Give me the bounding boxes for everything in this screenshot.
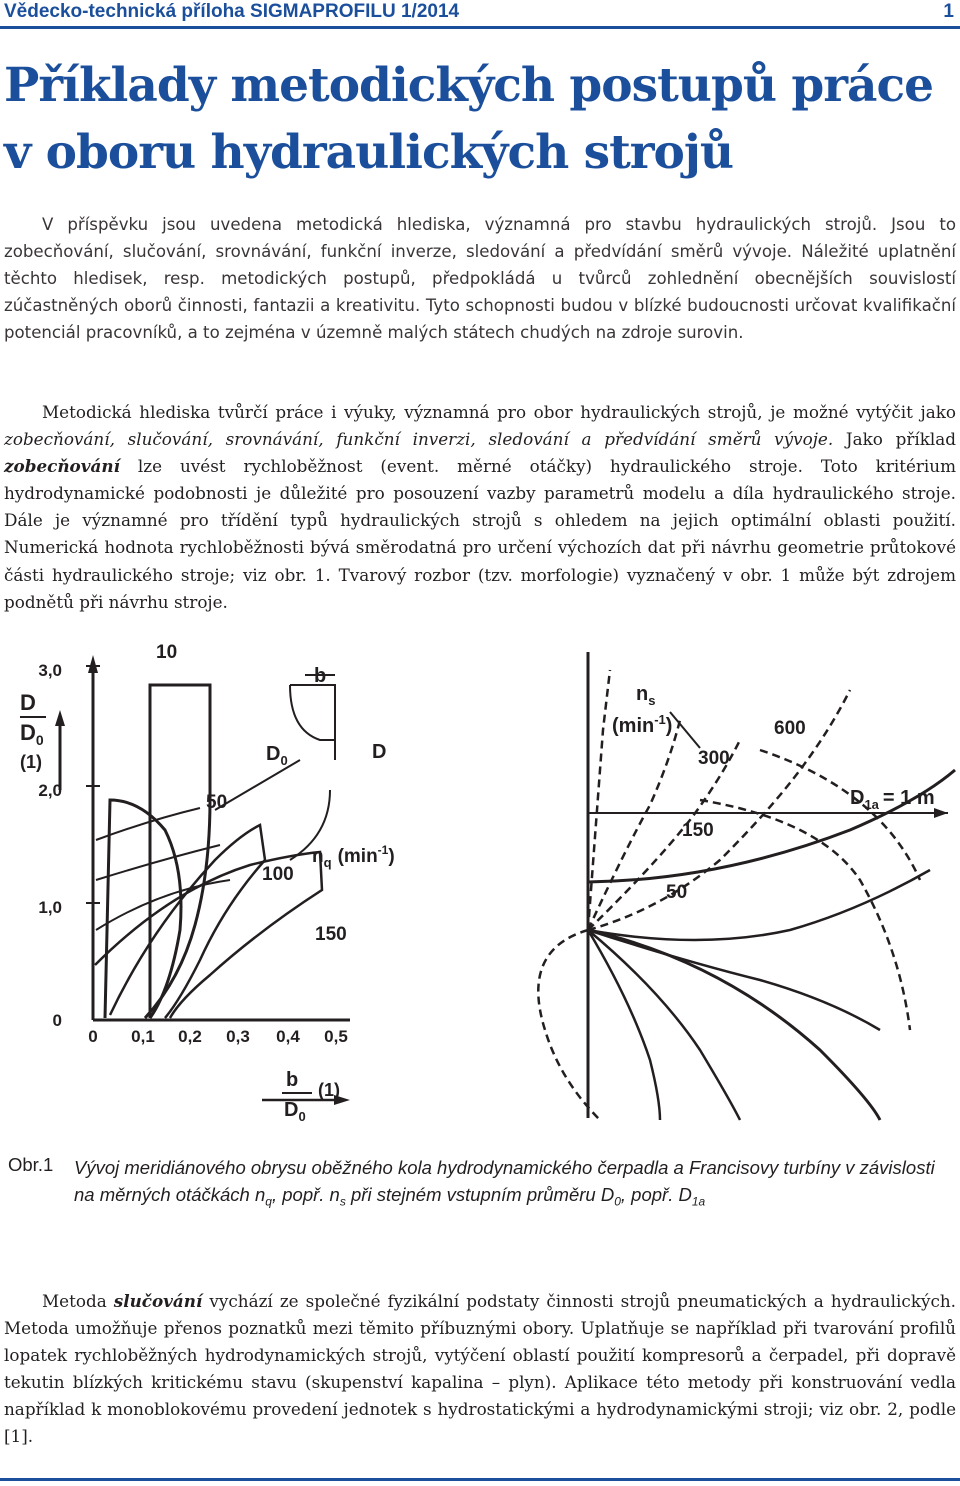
y-axis-label-denominator: $D_0$ (20, 720, 44, 748)
title-line-2: v oboru hydraulických strojů (4, 125, 734, 180)
caption-sub: q (265, 1194, 272, 1209)
curve-label-ns: 150 (682, 820, 714, 841)
ns-label: $n_s$ (636, 683, 656, 708)
arrow-right-icon (934, 808, 948, 818)
y-tick-label: 3,0 (38, 661, 62, 680)
nq-label: $n_q$ $(\min^{-1})$ (312, 843, 395, 870)
running-header (0, 0, 960, 26)
y-axis-unit: (1) (20, 752, 42, 772)
x-tick-label: 0,4 (276, 1027, 300, 1046)
curve-label-nq: 10 (156, 642, 178, 663)
d1a-label: $D_{1a} = 1$ m (850, 787, 935, 812)
hub-curve (538, 930, 600, 1120)
term-highlight: slučování (113, 1291, 203, 1311)
left-diagram (52, 655, 350, 1105)
ns-contour (760, 750, 920, 880)
caption-label: Obr.1 (8, 1154, 54, 1175)
x-tick-label: 0,2 (178, 1027, 202, 1046)
page-number: 1 (943, 1, 954, 22)
paragraph-text: Metodická hlediska tvůrčí práce i výuky, významná pro obor hydraulických strojů, je možné vytýčit jako (42, 402, 956, 422)
term-highlight: zobecňování (4, 456, 120, 477)
x-axis-label-denominator: $D_0$ (284, 1099, 306, 1124)
right-diagram (538, 652, 955, 1120)
inset-label-d: D (372, 741, 387, 763)
x-tick-label: 0,1 (131, 1027, 155, 1046)
article-title (4, 52, 933, 186)
y-tick-label: 2,0 (38, 781, 62, 800)
x-axis-unit: (1) (318, 1080, 340, 1100)
caption-text: , popř. D (620, 1184, 692, 1205)
hub-curve (588, 930, 660, 1120)
curve-label-nq: 100 (262, 864, 294, 885)
figure-caption (74, 1154, 944, 1216)
impeller-nq10 (145, 685, 210, 1018)
y-axis-arrow-icon (88, 655, 98, 673)
x-tick-label: 0,5 (324, 1027, 348, 1046)
inset-label-b: b (314, 665, 327, 687)
x-tick-label: 0,3 (226, 1027, 250, 1046)
outer-hub (588, 930, 880, 1120)
ns-unit: $(\min^{-1})$ (612, 712, 673, 737)
title-line-1: Příklady metodických postupů práce (4, 58, 933, 113)
y-tick-label: 0 (52, 1011, 62, 1030)
figure-1 (0, 630, 960, 1150)
curve-label-ns: 50 (666, 882, 688, 903)
x-tick-label: 0 (88, 1027, 98, 1046)
curve-label-ns: 600 (774, 718, 806, 739)
x-axis-label-numerator: b (286, 1069, 299, 1091)
caption-sub: 0 (614, 1194, 621, 1209)
y-tick-label: 1,0 (38, 898, 62, 917)
caption-sub: s (339, 1194, 346, 1209)
methods-list: zobecňování, slučování, srovnávání, funkční inverzi, sledování a předvídání směrů vývoje. (4, 429, 834, 450)
header-rule (0, 26, 960, 29)
curve-label-ns: 300 (698, 748, 730, 769)
arrow-up-icon (55, 710, 65, 726)
y-axis-label-numerator: D (20, 690, 36, 715)
caption-sub: 1a (691, 1194, 706, 1209)
curve-label-nq: 50 (206, 792, 228, 813)
curve-label-nq: 150 (315, 924, 347, 945)
paragraph-text: lze uvést rychloběžnost (event. měrné otáčky) hydraulického stroje. Toto kritérium hydrodynamické podobnosti je důležité pro posouzení vazby parametrů modelu a díla hydraulického stroje. Dále je významné pro třídění typů hydraulických strojů s ohledem na jejich optimální oblasti použití. Numerická hodnota rychloběžnosti bývá směrodatná pro určení výchozích dat při návrhu geometrie průtokové části hydraulického stroje; viz obr. 1. Tvarový rozbor (tzv. morfologie) vyznačený v obr. 1 může být zdrojem podnětů při návrhu stroje. (4, 456, 956, 612)
caption-text: při stejném vstupním průměru D (345, 1184, 615, 1205)
paragraph-text: Jako příklad (833, 429, 956, 450)
paragraph-merging (4, 1288, 956, 1451)
caption-text: , popř. n (271, 1184, 340, 1205)
hub-curve (588, 930, 740, 1120)
caption-text: Vývoj meridiánového obrysu oběžného kola hydrodynamického čerpadla a Francisovy turbíny v závislosti na měrných otáčkách n (74, 1157, 935, 1205)
inset-impeller (290, 685, 335, 760)
inset-label-d0: $D_0$ (266, 743, 288, 768)
footer-rule (0, 1478, 960, 1481)
nq-arrow (290, 790, 330, 860)
ns-pointer (670, 712, 700, 748)
abstract-text: V příspěvku jsou uvedena metodická hlediska, významná pro stavbu hydraulických strojů. Jsou to zobecňování, slučování, srovnávání, funkční inverze, sledování a předvídání směrů vývoje. Náležité uplatnění těchto hledisek, resp. metodických postupů, předpokládá u tvůrců zohlednění obecnějších souvislostí zúčastněných oborů činnosti, fantazii a kreativitu. Tyto schopnosti budou v blízké budoucnosti určovat kvalifikační potenciál pracovníků, a to zejména v územně malých státech chudých na zdroje surovin. (4, 215, 956, 343)
abstract (4, 211, 956, 346)
paragraph-text: Metoda (42, 1291, 114, 1311)
journal-title: Vědecko-technická příloha SIGMAPROFILU 1/2014 (4, 1, 460, 22)
paragraph-generalization (4, 399, 956, 616)
right-labels (612, 683, 935, 903)
paragraph-text: vychází ze společné fyzikální podstaty činnosti strojů pneumatických a hydraulických. Metoda umožňuje přenos poznatků mezi těmito příbuznými obory. Uplatňuje se například při tvarování profilů lopatek rychloběžných hydrodynamických strojů, vytýčení oblastí použití kompresorů a čerpadel, při dopravě tekutin blízkých kritickému stavu (skupenství kapalina – plyn). Aplikace této metody při konstruování vedla například k monoblokovému provedení jednotek s hydrostatickými a hydrodynamickými stroji; viz obr. 2, podle [1]. (4, 1291, 957, 1447)
